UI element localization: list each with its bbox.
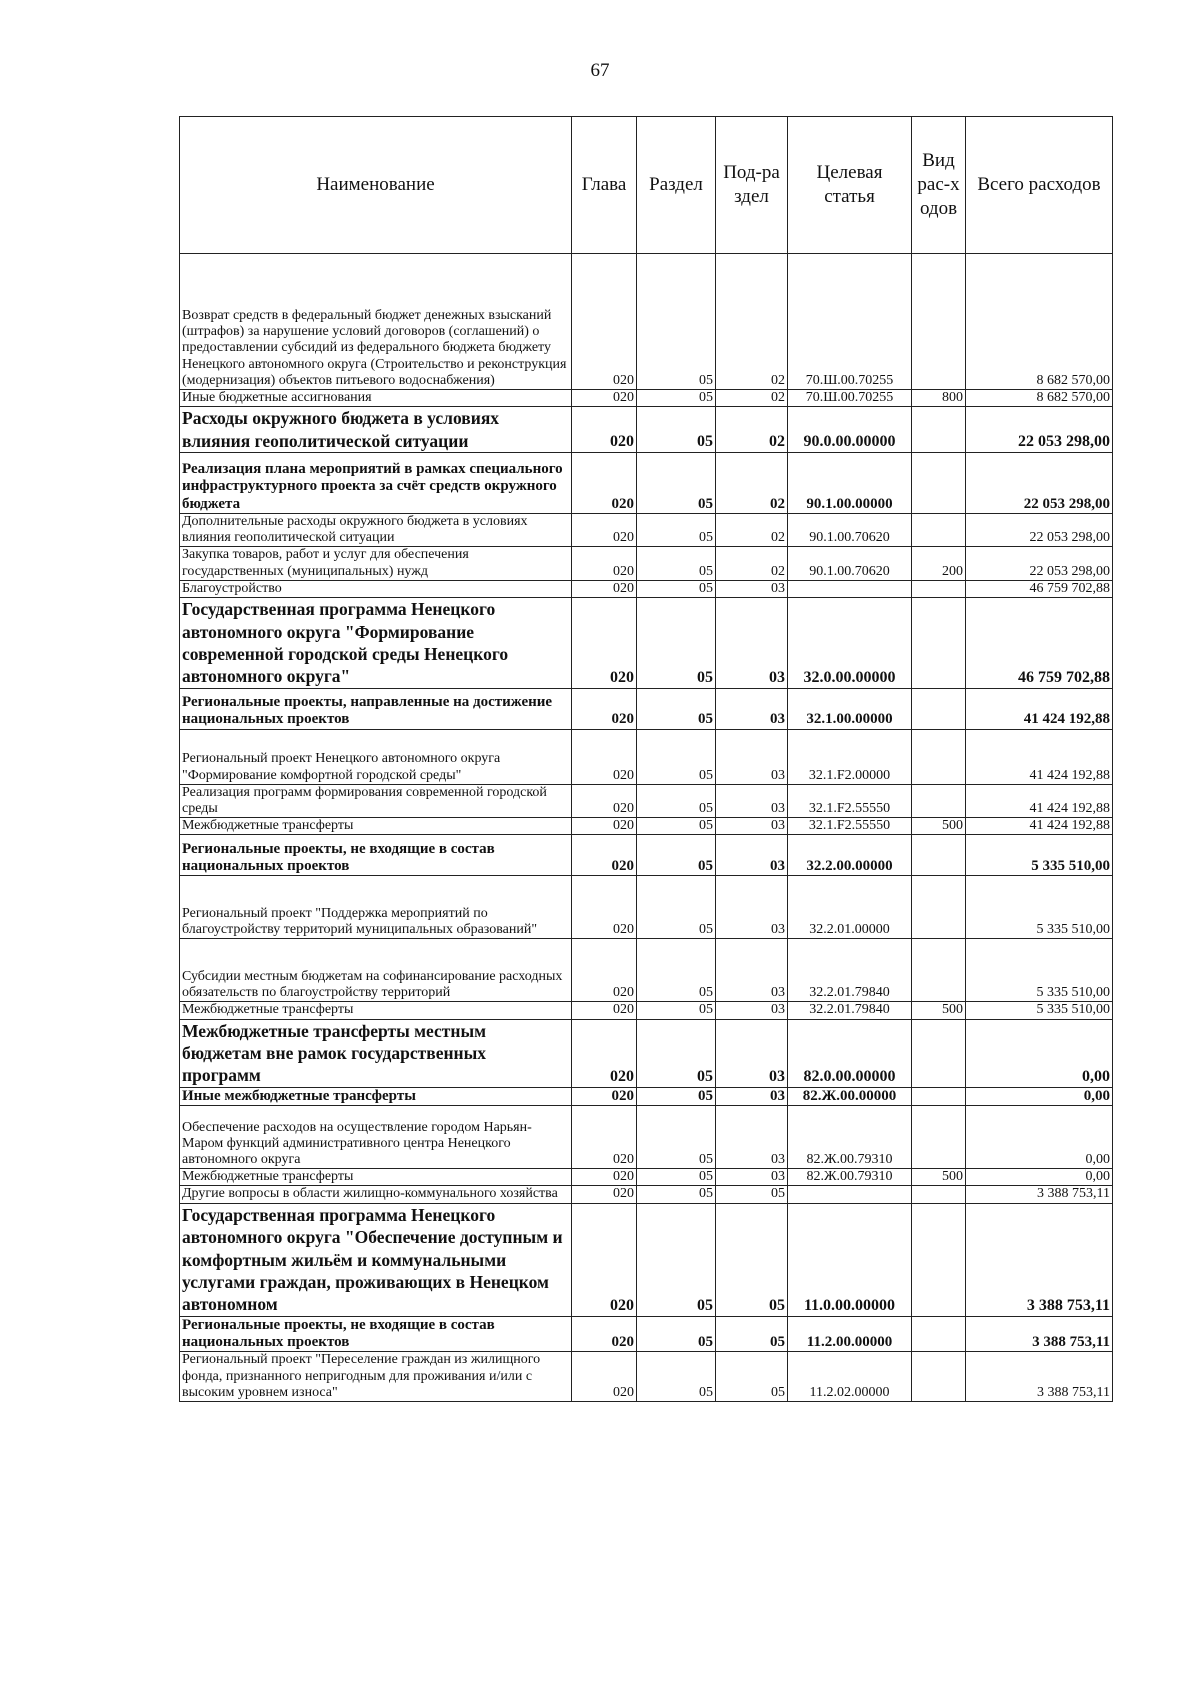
cell-sum: 22 053 298,00: [966, 407, 1113, 453]
cell-name: Государственная программа Ненецкого автономного округа "Обеспечение доступным и комфортным жильём и коммунальными услугами граждан, проживающих в Ненецком автономном: [180, 1203, 572, 1316]
cell-glava: 020: [572, 1352, 637, 1402]
cell-name: Региональный проект "Переселение граждан из жилищного фонда, признанного непригодным для проживания и/или с высоким уровнем износа": [180, 1352, 572, 1402]
cell-name: Обеспечение расходов на осуществление городом Нарьян-Маром функций административного центра Ненецкого автономного округа: [180, 1106, 572, 1169]
cell-celevaya: 32.1.00.00000: [788, 688, 912, 729]
cell-celevaya: 11.0.00.00000: [788, 1203, 912, 1316]
cell-name: Региональный проект "Поддержка мероприятий по благоустройству территорий муниципальных образований": [180, 876, 572, 939]
cell-podrazdel: 02: [716, 407, 788, 453]
cell-glava: 020: [572, 729, 637, 784]
cell-name: Возврат средств в федеральный бюджет денежных взысканий (штрафов) за нарушение условий договоров (соглашений) о предоставлении субсидий из федерального бюджета бюджету Ненецкого автономного округа (Строительство и реконструкция (модернизация) объектов питьевого водоснабжения): [180, 254, 572, 390]
cell-celevaya: 32.1.F2.55550: [788, 784, 912, 817]
cell-sum: 5 335 510,00: [966, 939, 1113, 1002]
cell-name: Закупка товаров, работ и услуг для обеспечения государственных (муниципальных) нужд: [180, 547, 572, 580]
cell-vid: [912, 580, 966, 597]
cell-sum: 8 682 570,00: [966, 254, 1113, 390]
cell-vid: [912, 407, 966, 453]
cell-sum: 3 388 753,11: [966, 1203, 1113, 1316]
table-row: [180, 1019, 1113, 1087]
cell-vid: 500: [912, 818, 966, 835]
cell-glava: 020: [572, 1106, 637, 1169]
cell-celevaya: 32.2.01.79840: [788, 939, 912, 1002]
table-row: [180, 598, 1113, 689]
cell-podrazdel: 03: [716, 835, 788, 876]
table-row: [180, 1087, 1113, 1105]
cell-sum: 5 335 510,00: [966, 876, 1113, 939]
cell-sum: 41 424 192,88: [966, 729, 1113, 784]
cell-vid: [912, 835, 966, 876]
cell-sum: 5 335 510,00: [966, 835, 1113, 876]
cell-name: Межбюджетные трансферты: [180, 1169, 572, 1186]
cell-razdel: 05: [637, 390, 716, 407]
table-row: [180, 1186, 1113, 1203]
cell-celevaya: 82.Ж.00.79310: [788, 1106, 912, 1169]
cell-razdel: 05: [637, 1169, 716, 1186]
table-row: [180, 514, 1113, 547]
cell-celevaya: 32.2.01.00000: [788, 876, 912, 939]
cell-glava: 020: [572, 818, 637, 835]
cell-podrazdel: 02: [716, 547, 788, 580]
cell-celevaya: 90.1.00.00000: [788, 453, 912, 514]
cell-podrazdel: 03: [716, 580, 788, 597]
cell-name: Государственная программа Ненецкого автономного округа "Формирование современной городской среды Ненецкого автономного округа": [180, 598, 572, 689]
cell-celevaya: 82.Ж.00.00000: [788, 1087, 912, 1105]
cell-razdel: 05: [637, 1186, 716, 1203]
cell-razdel: 05: [637, 939, 716, 1002]
cell-razdel: 05: [637, 453, 716, 514]
cell-vid: [912, 1203, 966, 1316]
cell-name: Дополнительные расходы окружного бюджета в условиях влияния геополитической ситуации: [180, 514, 572, 547]
table-row: [180, 254, 1113, 390]
header-name: Наименование: [180, 117, 572, 254]
cell-glava: 020: [572, 1316, 637, 1352]
cell-podrazdel: 03: [716, 1019, 788, 1087]
cell-razdel: 05: [637, 407, 716, 453]
cell-podrazdel: 03: [716, 784, 788, 817]
cell-podrazdel: 03: [716, 1002, 788, 1019]
table-row: [180, 876, 1113, 939]
cell-podrazdel: 02: [716, 390, 788, 407]
cell-razdel: 05: [637, 1019, 716, 1087]
header-razdel: Раздел: [637, 117, 716, 254]
cell-podrazdel: 03: [716, 1106, 788, 1169]
page-number: 67: [590, 60, 610, 81]
cell-celevaya: [788, 1186, 912, 1203]
cell-vid: 500: [912, 1002, 966, 1019]
cell-glava: 020: [572, 835, 637, 876]
cell-celevaya: 82.Ж.00.79310: [788, 1169, 912, 1186]
cell-podrazdel: 03: [716, 688, 788, 729]
cell-glava: 020: [572, 514, 637, 547]
cell-glava: 020: [572, 939, 637, 1002]
cell-vid: [912, 514, 966, 547]
table-row: [180, 1169, 1113, 1186]
cell-glava: 020: [572, 598, 637, 689]
cell-podrazdel: 02: [716, 514, 788, 547]
cell-sum: 46 759 702,88: [966, 580, 1113, 597]
cell-glava: 020: [572, 390, 637, 407]
cell-sum: 3 388 753,11: [966, 1352, 1113, 1402]
cell-glava: 020: [572, 407, 637, 453]
cell-razdel: 05: [637, 876, 716, 939]
cell-vid: [912, 784, 966, 817]
table-row: [180, 1316, 1113, 1352]
cell-podrazdel: 03: [716, 598, 788, 689]
table-row: [180, 835, 1113, 876]
cell-name: Другие вопросы в области жилищно-коммунального хозяйства: [180, 1186, 572, 1203]
cell-name: Региональные проекты, не входящие в состав национальных проектов: [180, 1316, 572, 1352]
cell-razdel: 05: [637, 598, 716, 689]
cell-vid: [912, 688, 966, 729]
cell-name: Межбюджетные трансферты местным бюджетам вне рамок государственных программ: [180, 1019, 572, 1087]
header-glava: Глава: [572, 117, 637, 254]
table-row: [180, 453, 1113, 514]
cell-celevaya: 11.2.00.00000: [788, 1316, 912, 1352]
cell-celevaya: 32.2.01.79840: [788, 1002, 912, 1019]
cell-vid: [912, 1087, 966, 1105]
cell-sum: 8 682 570,00: [966, 390, 1113, 407]
cell-vid: [912, 876, 966, 939]
cell-celevaya: 32.0.00.00000: [788, 598, 912, 689]
cell-glava: 020: [572, 1169, 637, 1186]
cell-glava: 020: [572, 1203, 637, 1316]
cell-podrazdel: 05: [716, 1316, 788, 1352]
cell-name: Субсидии местным бюджетам на софинансирование расходных обязательств по благоустройству территорий: [180, 939, 572, 1002]
cell-name: Региональные проекты, направленные на достижение национальных проектов: [180, 688, 572, 729]
cell-sum: 0,00: [966, 1106, 1113, 1169]
cell-vid: [912, 254, 966, 390]
cell-sum: 5 335 510,00: [966, 1002, 1113, 1019]
cell-sum: 3 388 753,11: [966, 1186, 1113, 1203]
cell-vid: [912, 939, 966, 1002]
cell-podrazdel: 05: [716, 1352, 788, 1402]
header-vid: Вид рас-ходов: [912, 117, 966, 254]
cell-vid: [912, 1019, 966, 1087]
cell-glava: 020: [572, 688, 637, 729]
cell-razdel: 05: [637, 514, 716, 547]
cell-razdel: 05: [637, 254, 716, 390]
table-row: [180, 547, 1113, 580]
table-row: [180, 1002, 1113, 1019]
cell-name: Межбюджетные трансферты: [180, 818, 572, 835]
cell-sum: 41 424 192,88: [966, 688, 1113, 729]
cell-glava: 020: [572, 453, 637, 514]
header-celevaya: Целевая статья: [788, 117, 912, 254]
cell-sum: 3 388 753,11: [966, 1316, 1113, 1352]
table-row: [180, 580, 1113, 597]
cell-celevaya: 90.0.00.00000: [788, 407, 912, 453]
table-row: [180, 390, 1113, 407]
table-row: [180, 407, 1113, 453]
cell-sum: 41 424 192,88: [966, 784, 1113, 817]
table-row: [180, 1106, 1113, 1169]
cell-celevaya: 70.Ш.00.70255: [788, 390, 912, 407]
cell-sum: 0,00: [966, 1169, 1113, 1186]
cell-glava: 020: [572, 1087, 637, 1105]
cell-glava: 020: [572, 1002, 637, 1019]
cell-razdel: 05: [637, 835, 716, 876]
cell-celevaya: 90.1.00.70620: [788, 547, 912, 580]
cell-razdel: 05: [637, 1087, 716, 1105]
cell-sum: 22 053 298,00: [966, 453, 1113, 514]
cell-sum: 22 053 298,00: [966, 547, 1113, 580]
cell-vid: [912, 1316, 966, 1352]
cell-sum: 46 759 702,88: [966, 598, 1113, 689]
cell-razdel: 05: [637, 1106, 716, 1169]
cell-sum: 0,00: [966, 1087, 1113, 1105]
cell-glava: 020: [572, 784, 637, 817]
cell-podrazdel: 03: [716, 1169, 788, 1186]
cell-podrazdel: 03: [716, 939, 788, 1002]
cell-razdel: 05: [637, 547, 716, 580]
cell-name: Благоустройство: [180, 580, 572, 597]
cell-glava: 020: [572, 254, 637, 390]
cell-name: Региональный проект Ненецкого автономного округа "Формирование комфортной городской среды": [180, 729, 572, 784]
table-row: [180, 729, 1113, 784]
cell-podrazdel: 03: [716, 729, 788, 784]
cell-razdel: 05: [637, 1352, 716, 1402]
table-header-row: [180, 117, 1113, 254]
cell-glava: 020: [572, 547, 637, 580]
cell-celevaya: [788, 580, 912, 597]
table-row: [180, 939, 1113, 1002]
cell-name: Иные бюджетные ассигнования: [180, 390, 572, 407]
cell-podrazdel: 05: [716, 1186, 788, 1203]
header-podrazdel: Под-раздел: [716, 117, 788, 254]
cell-vid: [912, 1186, 966, 1203]
table-row: [180, 1352, 1113, 1402]
cell-glava: 020: [572, 876, 637, 939]
cell-sum: 0,00: [966, 1019, 1113, 1087]
cell-razdel: 05: [637, 1316, 716, 1352]
cell-name: Иные межбюджетные трансферты: [180, 1087, 572, 1105]
cell-vid: [912, 453, 966, 514]
cell-vid: 800: [912, 390, 966, 407]
cell-sum: 41 424 192,88: [966, 818, 1113, 835]
cell-vid: 500: [912, 1169, 966, 1186]
cell-sum: 22 053 298,00: [966, 514, 1113, 547]
cell-glava: 020: [572, 1186, 637, 1203]
cell-razdel: 05: [637, 818, 716, 835]
cell-vid: [912, 729, 966, 784]
cell-podrazdel: 03: [716, 818, 788, 835]
cell-name: Реализация плана мероприятий в рамках специального инфраструктурного проекта за счёт средств окружного бюджета: [180, 453, 572, 514]
cell-name: Расходы окружного бюджета в условиях влияния геополитической ситуации: [180, 407, 572, 453]
cell-vid: [912, 1352, 966, 1402]
cell-celevaya: 32.1.F2.00000: [788, 729, 912, 784]
cell-podrazdel: 02: [716, 254, 788, 390]
cell-razdel: 05: [637, 1203, 716, 1316]
cell-vid: [912, 598, 966, 689]
cell-celevaya: 90.1.00.70620: [788, 514, 912, 547]
cell-name: Реализация программ формирования современной городской среды: [180, 784, 572, 817]
cell-celevaya: 32.2.00.00000: [788, 835, 912, 876]
table-row: [180, 688, 1113, 729]
cell-razdel: 05: [637, 1002, 716, 1019]
cell-razdel: 05: [637, 688, 716, 729]
table-row: [180, 1203, 1113, 1316]
cell-celevaya: 82.0.00.00000: [788, 1019, 912, 1087]
cell-razdel: 05: [637, 729, 716, 784]
cell-celevaya: 11.2.02.00000: [788, 1352, 912, 1402]
cell-razdel: 05: [637, 580, 716, 597]
cell-glava: 020: [572, 1019, 637, 1087]
cell-podrazdel: 05: [716, 1203, 788, 1316]
header-vsego: Всего расходов: [966, 117, 1113, 254]
cell-name: Региональные проекты, не входящие в состав национальных проектов: [180, 835, 572, 876]
cell-razdel: 05: [637, 784, 716, 817]
table-row: [180, 784, 1113, 817]
cell-podrazdel: 03: [716, 1087, 788, 1105]
cell-podrazdel: 03: [716, 876, 788, 939]
budget-table: [179, 116, 1113, 1402]
cell-glava: 020: [572, 580, 637, 597]
cell-vid: 200: [912, 547, 966, 580]
cell-celevaya: 70.Ш.00.70255: [788, 254, 912, 390]
cell-podrazdel: 02: [716, 453, 788, 514]
table-row: [180, 818, 1113, 835]
cell-celevaya: 32.1.F2.55550: [788, 818, 912, 835]
cell-name: Межбюджетные трансферты: [180, 1002, 572, 1019]
cell-vid: [912, 1106, 966, 1169]
